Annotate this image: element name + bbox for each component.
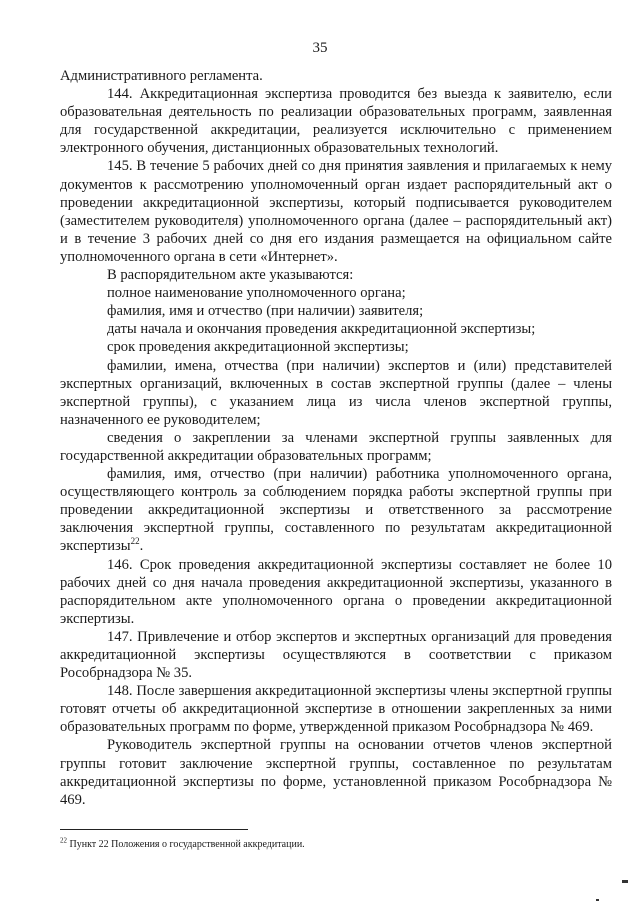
- paragraph-text: 146. Срок проведения аккредитационной экспертизы составляет не более 10 рабочих дней со дня начала проведения аккредитационной экспертизы, указанного в распорядительном акте уполномоченного органа о проведении аккредитационной экспертизы.: [60, 556, 612, 627]
- page-number: 35: [312, 40, 328, 56]
- paragraph: [60, 320, 612, 338]
- paragraph: [60, 556, 612, 628]
- footnote-text: Пункт 22 Положения о государственной аккредитации.: [69, 839, 305, 850]
- paragraph: [60, 465, 612, 555]
- paragraph: [60, 736, 612, 808]
- paragraph-text: фамилия, имя и отчество (при наличии) заявителя;: [107, 303, 424, 320]
- paragraph-text: сведения о закреплении за членами экспертной группы заявленных для государственной аккредитации образовательных программ;: [60, 429, 612, 464]
- paragraph: [60, 85, 612, 157]
- footnote: [60, 838, 600, 851]
- paragraph: [60, 682, 612, 736]
- paragraph: [60, 284, 612, 302]
- paragraph-text: Административного регламента.: [60, 68, 263, 84]
- paragraph: [60, 357, 612, 429]
- paragraph-text: 145. В течение 5 рабочих дней со дня принятия заявления и прилагаемых к нему документов к рассмотрению уполномоченный орган издает распорядительный акт о проведении аккредитационной экспертизы, который подписывается руководителем (заместителем руководителя) уполномоченного органа (далее – распорядительный акт) и в течение 3 рабочих дней со дня его издания размещается на официальном сайте уполномоченного органа в сети «Интернет».: [60, 158, 612, 265]
- paragraph-text: 147. Привлечение и отбор экспертов и экспертных организаций для проведения аккредитационной экспертизы осуществляются в соответствии с приказом Рособрнадзора № 35.: [60, 628, 612, 682]
- paragraph-text: 144. Аккредитационная экспертиза проводится без выезда к заявителю, если образовательная деятельность по реализации образовательных программ, заявленная для государственной аккредитации, реализуется исключительно с применением электронного обучения, дистанционных образовательных технологий.: [60, 86, 612, 157]
- footnote-separator: [60, 829, 248, 830]
- paragraph-text: Руководитель экспертной группы на основании отчетов членов экспертной группы готовит заключение экспертной группы, составленное по результатам аккредитационной экспертизы по форме, установленной приказом Рособрнадзора № 469.: [60, 737, 612, 808]
- paragraph-text: срок проведения аккредитационной экспертизы;: [107, 339, 409, 356]
- paragraph: [60, 628, 612, 682]
- paragraph: [60, 157, 612, 266]
- paragraph-text: В распорядительном акте указываются:: [107, 267, 354, 284]
- paragraph: [60, 338, 612, 356]
- footnote-reference: 22: [130, 536, 140, 547]
- document-body: [60, 67, 612, 809]
- paragraph-text: фамилии, имена, отчества (при наличии) экспертов и (или) представителей экспертных организаций, включенных в состав экспертной группы (далее – члены экспертной группы), с указанием лица из числа членов экспертной группы, назначенного ее руководителем;: [60, 357, 612, 428]
- paragraph-end-punctuation: .: [139, 538, 144, 555]
- scan-artifact: [596, 899, 599, 901]
- scan-artifact: [622, 880, 628, 883]
- paragraph: [60, 266, 612, 284]
- paragraph: [60, 429, 612, 465]
- paragraph-text: полное наименование уполномоченного органа;: [107, 285, 406, 302]
- footnote-marker: 22: [60, 836, 67, 845]
- paragraph: [60, 67, 612, 85]
- paragraph-text: фамилия, имя, отчество (при наличии) работника уполномоченного органа, осуществляющего контроль за соблюдением порядка работы экспертной группы при проведении аккредитационной экспертизы и ответственного за рассмотрение заключения экспертной группы, составленного по результатам аккредитационной экспертизы: [60, 466, 612, 555]
- paragraph-text: 148. После завершения аккредитационной экспертизы члены экспертной группы готовят отчеты об аккредитационной экспертизе в отношении закрепленных за ними образовательных программ по форме, утвержденной приказом Рособрнадзора № 469.: [60, 683, 612, 736]
- paragraph-text: даты начала и окончания проведения аккредитационной экспертизы;: [107, 321, 536, 338]
- paragraph: [60, 302, 612, 320]
